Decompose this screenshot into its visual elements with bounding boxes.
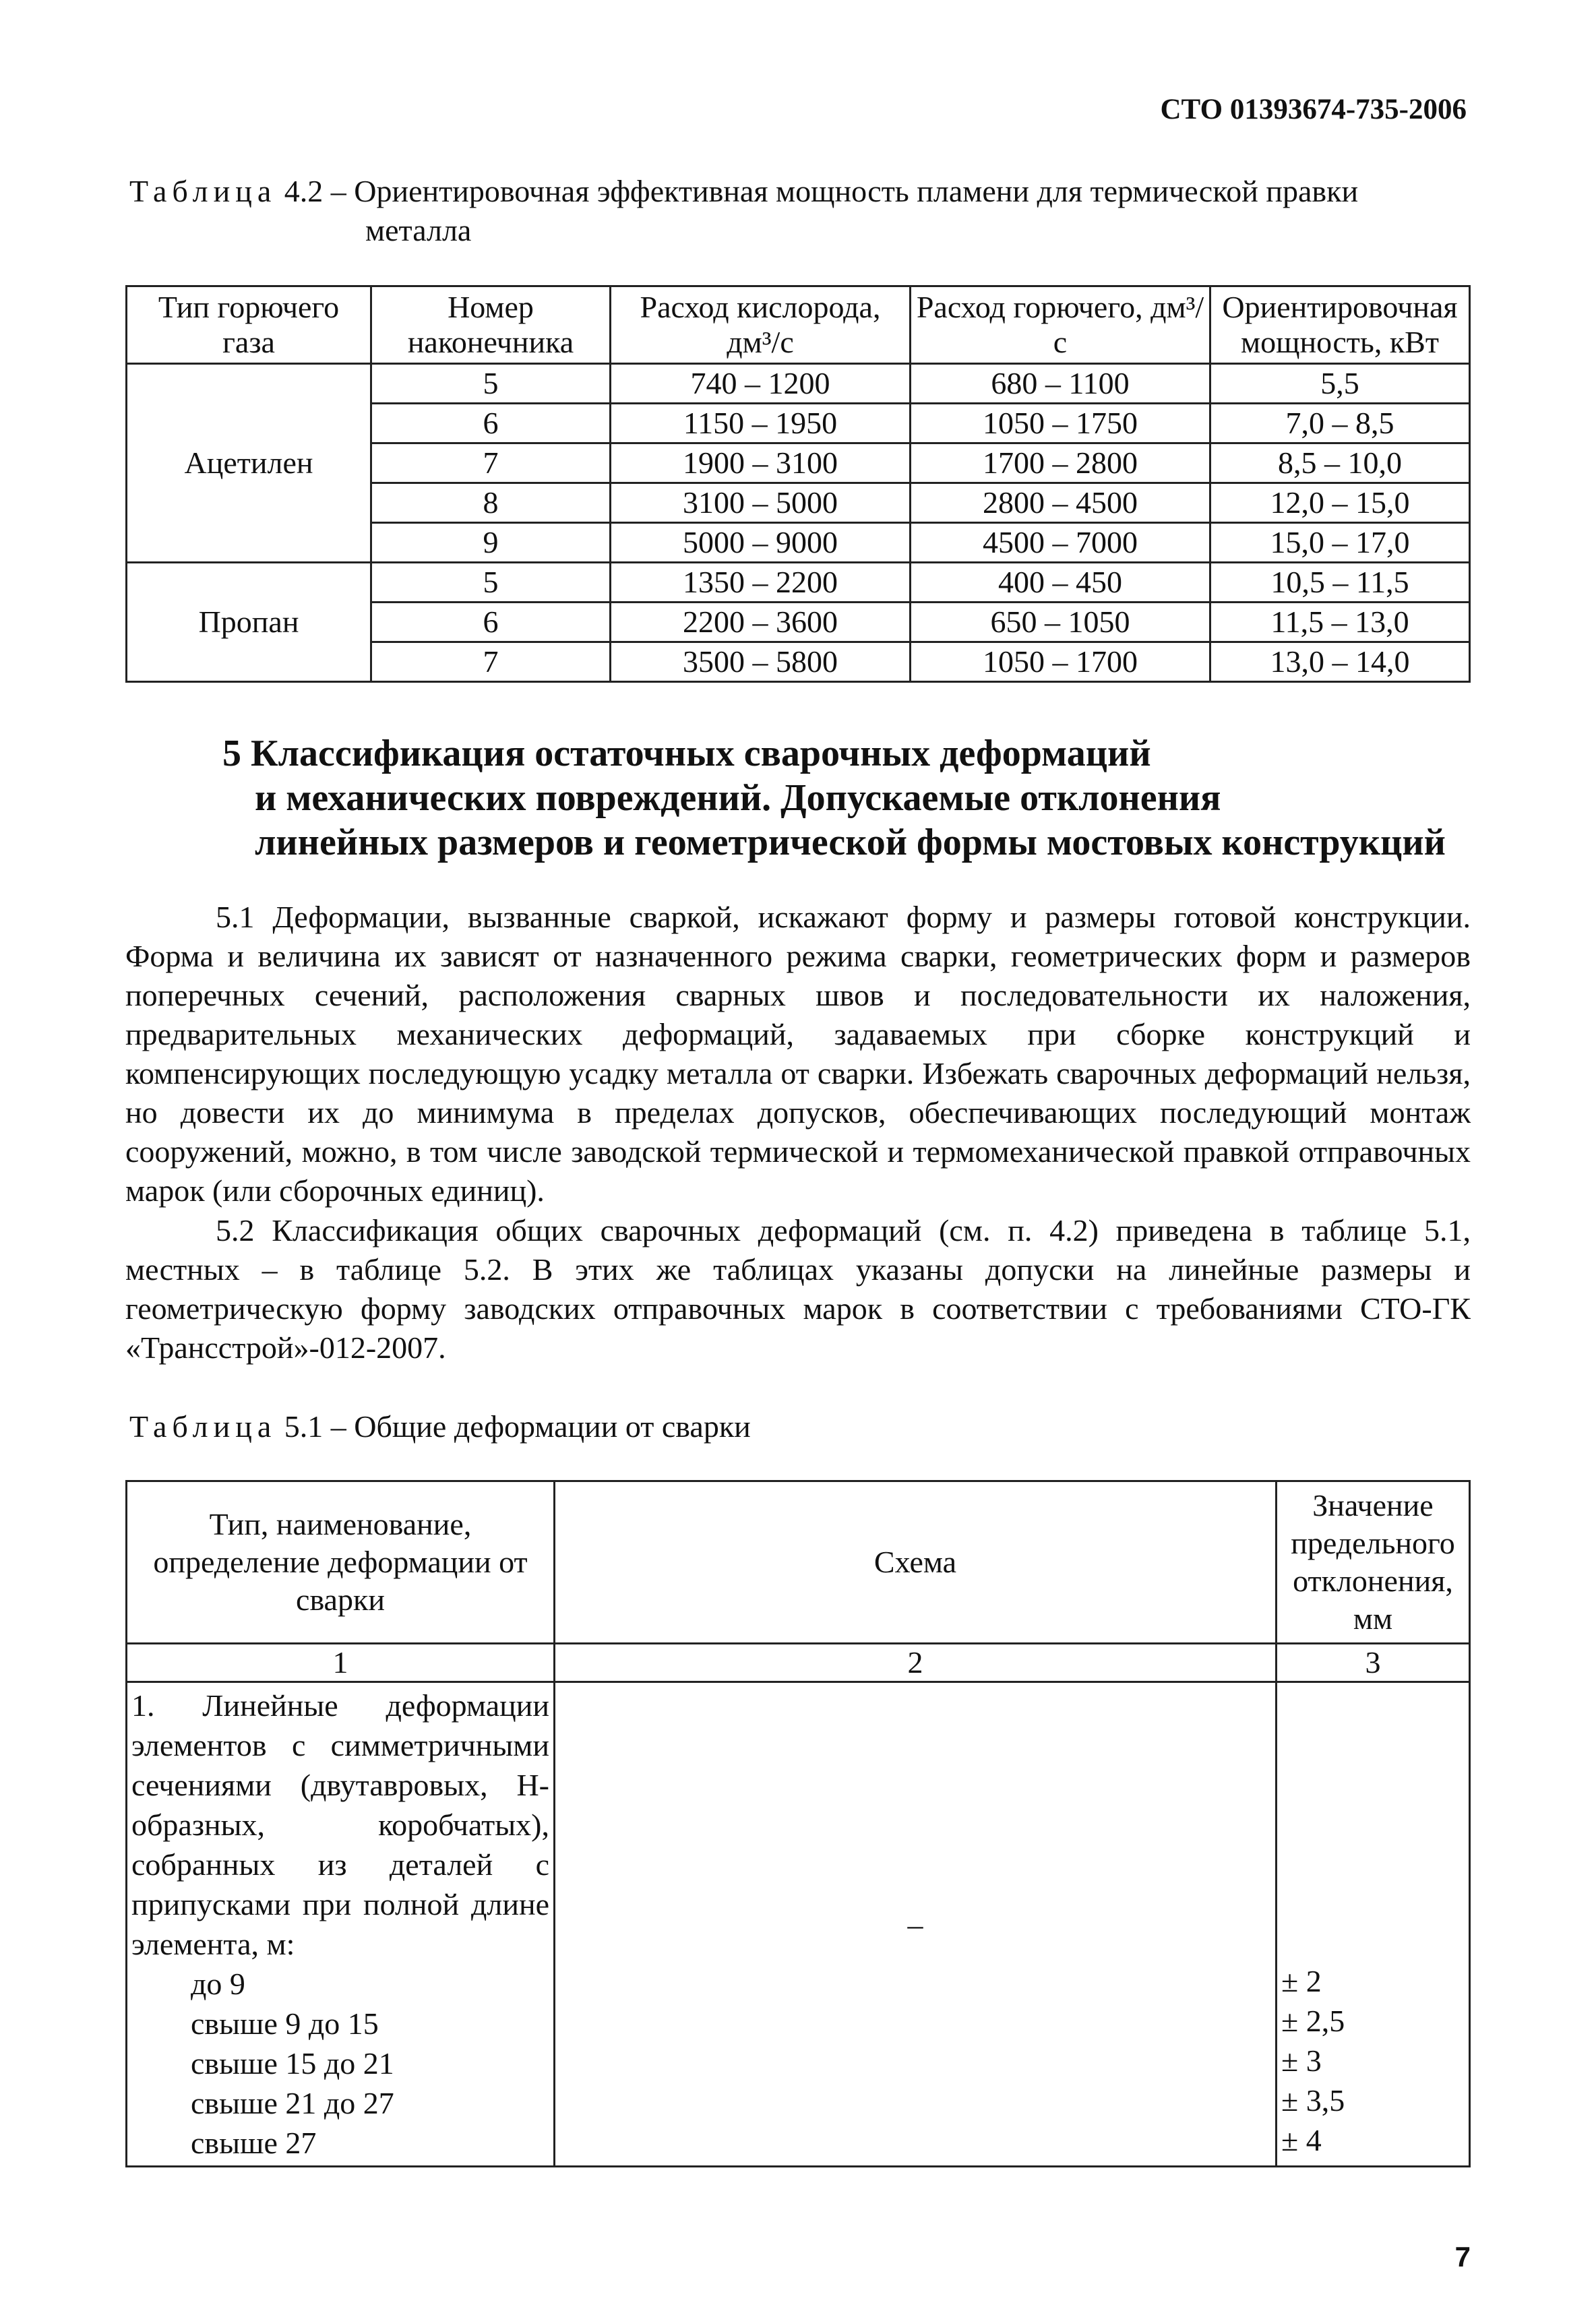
caption-text: – Общие деформации от сварки bbox=[330, 1409, 751, 1444]
column-header: Ориентировочная мощность, кВт bbox=[1210, 286, 1470, 364]
tolerance-value: ± 3 bbox=[1281, 2043, 1322, 2078]
table-cell: 6 bbox=[371, 603, 611, 642]
table-cell: 7 bbox=[371, 443, 611, 483]
tolerance-value: ± 2,5 bbox=[1281, 2004, 1345, 2038]
table-cell: 3500 – 5800 bbox=[611, 642, 911, 682]
table-cell: 1350 – 2200 bbox=[611, 563, 911, 603]
section-5-heading bbox=[222, 731, 1490, 865]
deformation-description-cell bbox=[127, 1682, 555, 2167]
heading-line: линейных размеров и геометрической формы мостовых конструкций bbox=[255, 822, 1446, 863]
column-number-row bbox=[127, 1644, 1470, 1682]
table-header-row bbox=[127, 1481, 1470, 1644]
tolerance-value: ± 2 bbox=[1281, 1964, 1322, 1998]
table-cell: 3100 – 5000 bbox=[611, 483, 911, 523]
table-cell: 2200 – 3600 bbox=[611, 603, 911, 642]
table-cell: 680 – 1100 bbox=[911, 364, 1210, 404]
column-header: Схема bbox=[555, 1481, 1277, 1644]
table-cell: 1700 – 2800 bbox=[911, 443, 1210, 483]
table-cell: 12,0 – 15,0 bbox=[1210, 483, 1470, 523]
table-cell: 5 bbox=[371, 364, 611, 404]
table-row bbox=[127, 563, 1470, 603]
column-header: Тип, наименование, определение деформации от сварки bbox=[127, 1481, 555, 1644]
table-cell: 9 bbox=[371, 523, 611, 563]
table-cell: 1050 – 1700 bbox=[911, 642, 1210, 682]
column-header: Тип горючего газа bbox=[127, 286, 371, 364]
length-range: до 9 bbox=[191, 1967, 245, 2001]
paragraph-5-2: 5.2 Классификация общих сварочных деформаций (см. п. 4.2) приведена в таблице 5.1, местных – в таблице 5.2. В этих же таблицах указаны допуски на линейные размеры и геометрическую форму заводских отправочных марок в соответствии с требованиями СТО-ГК «Трансстрой»-012-2007. bbox=[125, 1213, 1471, 1365]
tolerance-values-cell bbox=[1277, 1682, 1470, 2167]
table-cell: 400 – 450 bbox=[911, 563, 1210, 603]
table-4-2 bbox=[125, 285, 1471, 683]
tolerance-value: ± 4 bbox=[1281, 2123, 1322, 2157]
caption-number: 4.2 bbox=[284, 174, 324, 208]
length-range: свыше 15 до 21 bbox=[191, 2046, 394, 2081]
table-cell: 13,0 – 14,0 bbox=[1210, 642, 1470, 682]
caption-text: – Ориентировочная эффективная мощность пламени для термической правки bbox=[330, 174, 1359, 208]
table-cell: 740 – 1200 bbox=[611, 364, 911, 404]
table-cell: 11,5 – 13,0 bbox=[1210, 603, 1470, 642]
paragraph-5-1: 5.1 Деформации, вызванные сваркой, искажают форму и размеры готовой конструкции. Форма и величина их зависят от назначенного режима сварки, геометрических форм и размеров поперечных сечений, расположения сварных швов и последовательности их наложения, предварительных механических деформаций, задаваемых при сборке конструкций и компенсирующих последующую усадку металла от сварки. Избежать сварочных деформаций нельзя, но довести их до минимума в пределах допусков, обеспечивающих последующий монтаж сооружений, можно, в том числе заводской термической и термомеханической правкой отправочных марок (или сборочных единиц). bbox=[125, 900, 1471, 1208]
tolerance-value: ± 3,5 bbox=[1281, 2083, 1345, 2118]
caption-number: 5.1 bbox=[284, 1409, 324, 1444]
document-code: СТО 01393674-735-2006 bbox=[1160, 94, 1467, 125]
table-row bbox=[127, 1682, 1470, 2167]
table-row bbox=[127, 364, 1470, 404]
gas-type-cell: Ацетилен bbox=[127, 364, 371, 563]
heading-line: 5 Классификация остаточных сварочных деформаций bbox=[222, 733, 1151, 774]
table-cell: 1900 – 3100 bbox=[611, 443, 911, 483]
caption-prefix: Таблица bbox=[129, 174, 277, 208]
table-cell: 2800 – 4500 bbox=[911, 483, 1210, 523]
table-cell: 8,5 – 10,0 bbox=[1210, 443, 1470, 483]
table-cell: 1150 – 1950 bbox=[611, 404, 911, 443]
length-range: свыше 9 до 15 bbox=[191, 2006, 379, 2041]
page-number: 7 bbox=[1454, 2241, 1471, 2273]
table-cell: 4500 – 7000 bbox=[911, 523, 1210, 563]
table-cell: 10,5 – 11,5 bbox=[1210, 563, 1470, 603]
caption-prefix: Таблица bbox=[129, 1409, 277, 1444]
table-5-1-caption bbox=[129, 1407, 751, 1446]
table-cell: 1050 – 1750 bbox=[911, 404, 1210, 443]
column-header: Расход кислорода, дм³/с bbox=[611, 286, 911, 364]
length-range: свыше 27 bbox=[191, 2126, 317, 2160]
column-number: 2 bbox=[555, 1644, 1277, 1682]
table-cell: 15,0 – 17,0 bbox=[1210, 523, 1470, 563]
table-cell: 8 bbox=[371, 483, 611, 523]
table-5-1 bbox=[125, 1480, 1471, 2167]
table-cell: 7 bbox=[371, 642, 611, 682]
heading-line: и механических повреждений. Допускаемые отклонения bbox=[255, 777, 1221, 819]
caption-continuation: металла bbox=[365, 213, 472, 247]
table-header-row bbox=[127, 286, 1470, 364]
column-number: 1 bbox=[127, 1644, 555, 1682]
tolerance-spacer bbox=[1281, 1683, 1465, 1961]
length-range: свыше 21 до 27 bbox=[191, 2086, 394, 2120]
column-number: 3 bbox=[1277, 1644, 1470, 1682]
table-cell: 7,0 – 8,5 bbox=[1210, 404, 1470, 443]
table-4-2-caption bbox=[129, 172, 1358, 250]
table-cell: 5,5 bbox=[1210, 364, 1470, 404]
table-cell: 5 bbox=[371, 563, 611, 603]
column-header: Расход горючего, дм³/с bbox=[911, 286, 1210, 364]
gas-type-cell: Пропан bbox=[127, 563, 371, 682]
column-header: Значение предельного отклонения, мм bbox=[1277, 1481, 1470, 1644]
deformation-description: 1. Линейные деформации элементов с симметричными сечениями (двутавровых, Н-образных, коробчатых), собранных из деталей с припусками при полной длине элемента, м: bbox=[131, 1688, 549, 1961]
table-cell: 5000 – 9000 bbox=[611, 523, 911, 563]
schema-cell: – bbox=[555, 1682, 1277, 2167]
table-cell: 6 bbox=[371, 404, 611, 443]
table-cell: 650 – 1050 bbox=[911, 603, 1210, 642]
column-header: Номер наконечника bbox=[371, 286, 611, 364]
